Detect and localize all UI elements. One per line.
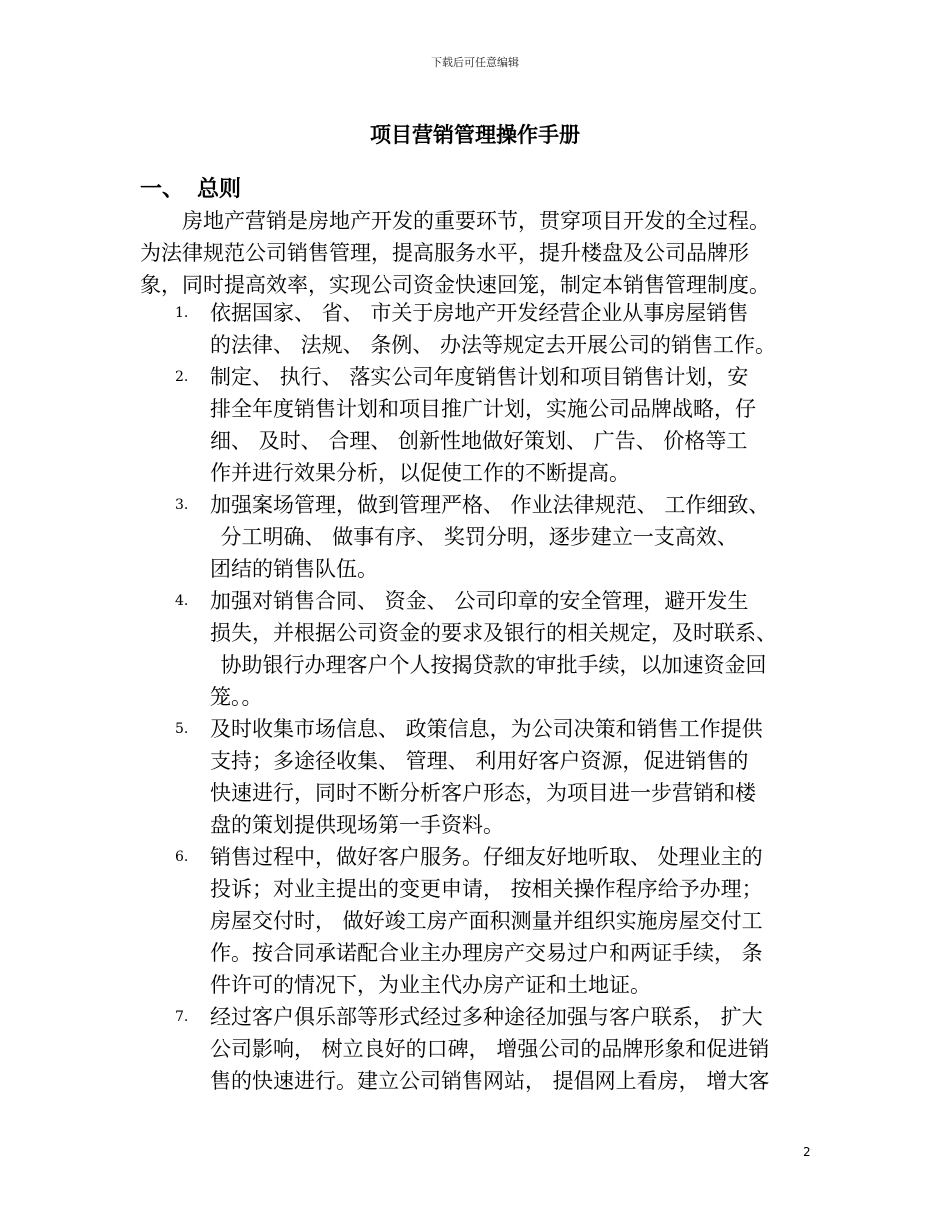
list-item-line: 协助银行办理客户个人按揭贷款的审批手续，以加速资金回 — [210, 653, 767, 677]
list-item-line: 作。按合同承诺配合业主办理房产交易过户和两证手续， 条 — [210, 941, 763, 965]
list-item-line: 经过客户俱乐部等形式经过多种途径加强与客户联系， 扩大 — [210, 1005, 763, 1029]
list-item-line: 细、 及时、 合理、 创新性地做好策划、 广告、 价格等工 — [210, 429, 748, 453]
list-item-number: 6. — [175, 849, 189, 865]
list-item-line: 公司影响， 树立良好的口碑， 增强公司的品牌形象和促进销 — [210, 1037, 770, 1061]
numbered-list — [175, 297, 855, 1097]
list-item-line: 加强对销售合同、 资金、 公司印章的安全管理，避开发生 — [210, 589, 749, 613]
list-item-line: 盘的策划提供现场第一手资料。 — [210, 813, 504, 837]
list-item-line: 加强案场管理，做到管理严格、 作业法律规范、 工作细致、 — [210, 493, 770, 517]
list-item-number: 3. — [175, 497, 189, 513]
intro-paragraph — [140, 205, 840, 301]
list-item-line: 支持；多途径收集、 管理、 利用好客户资源，促进销售的 — [210, 749, 749, 773]
list-item-line: 及时收集市场信息、 政策信息，为公司决策和销售工作提供 — [210, 717, 763, 741]
intro-line: 房地产营销是房地产开发的重要环节，贯穿项目开发的全过程。 — [140, 209, 770, 233]
list-item-line: 作并进行效果分析，以促使工作的不断提高。 — [210, 461, 630, 485]
list-item-line: 排全年度销售计划和项目推广计划，实施公司品牌战略，仔 — [210, 397, 756, 421]
list-item-line: 损失，并根据公司资金的要求及银行的相关规定，及时联系、 — [210, 621, 777, 645]
list-item — [175, 585, 855, 713]
list-item-line: 的法律、 法规、 条例、 办法等规定去开展公司的销售工作。 — [210, 333, 777, 357]
list-item-line: 投诉；对业主提出的变更申请， 按相关操作程序给予办理； — [210, 877, 763, 901]
list-item — [175, 1001, 855, 1097]
list-item-line: 销售过程中，做好客户服务。仔细友好地听取、 处理业主的 — [210, 845, 763, 869]
section-title: 总则 — [197, 177, 242, 202]
list-item-line: 笼。。 — [210, 685, 263, 709]
list-item-number: 2. — [175, 369, 189, 385]
list-item-line: 件许可的情况下，为业主代办房产证和土地证。 — [210, 973, 651, 997]
header-note: 下载后可任意编辑 — [431, 56, 519, 69]
list-item — [175, 841, 855, 1001]
list-item-line: 依据国家、 省、 市关于房地产开发经营企业从事房屋销售 — [210, 301, 749, 325]
list-item-number: 7. — [175, 1009, 189, 1025]
list-item — [175, 489, 855, 585]
intro-line: 为法律规范公司销售管理，提高服务水平，提升楼盘及公司品牌形 — [140, 241, 749, 265]
list-item-number: 5. — [175, 721, 189, 737]
list-item — [175, 361, 855, 489]
section-heading — [140, 172, 241, 203]
list-item-line: 快速进行，同时不断分析客户形态，为项目进一步营销和楼 — [210, 781, 756, 805]
list-item-line: 团结的销售队伍。 — [210, 557, 378, 581]
list-item-number: 1. — [175, 305, 189, 321]
list-item-line: 分工明确、 做事有序、 奖罚分明，逐步建立一支高效、 — [210, 525, 738, 549]
list-item-number: 4. — [175, 593, 189, 609]
section-number: 一、 — [140, 177, 185, 202]
document-title: 项目营销管理操作手册 — [370, 123, 580, 147]
list-item — [175, 297, 855, 361]
page-number: 2 — [803, 1145, 811, 1159]
list-item-line: 房屋交付时， 做好竣工房产面积测量并组织实施房屋交付工 — [210, 909, 763, 933]
list-item — [175, 713, 855, 841]
list-item-line: 制定、 执行、 落实公司年度销售计划和项目销售计划，安 — [210, 365, 749, 389]
list-item-line: 售的快速进行。建立公司销售网站， 提倡网上看房， 增大客 — [210, 1069, 770, 1093]
intro-line: 象，同时提高效率，实现公司资金快速回笼，制定本销售管理制度。 — [140, 273, 770, 297]
